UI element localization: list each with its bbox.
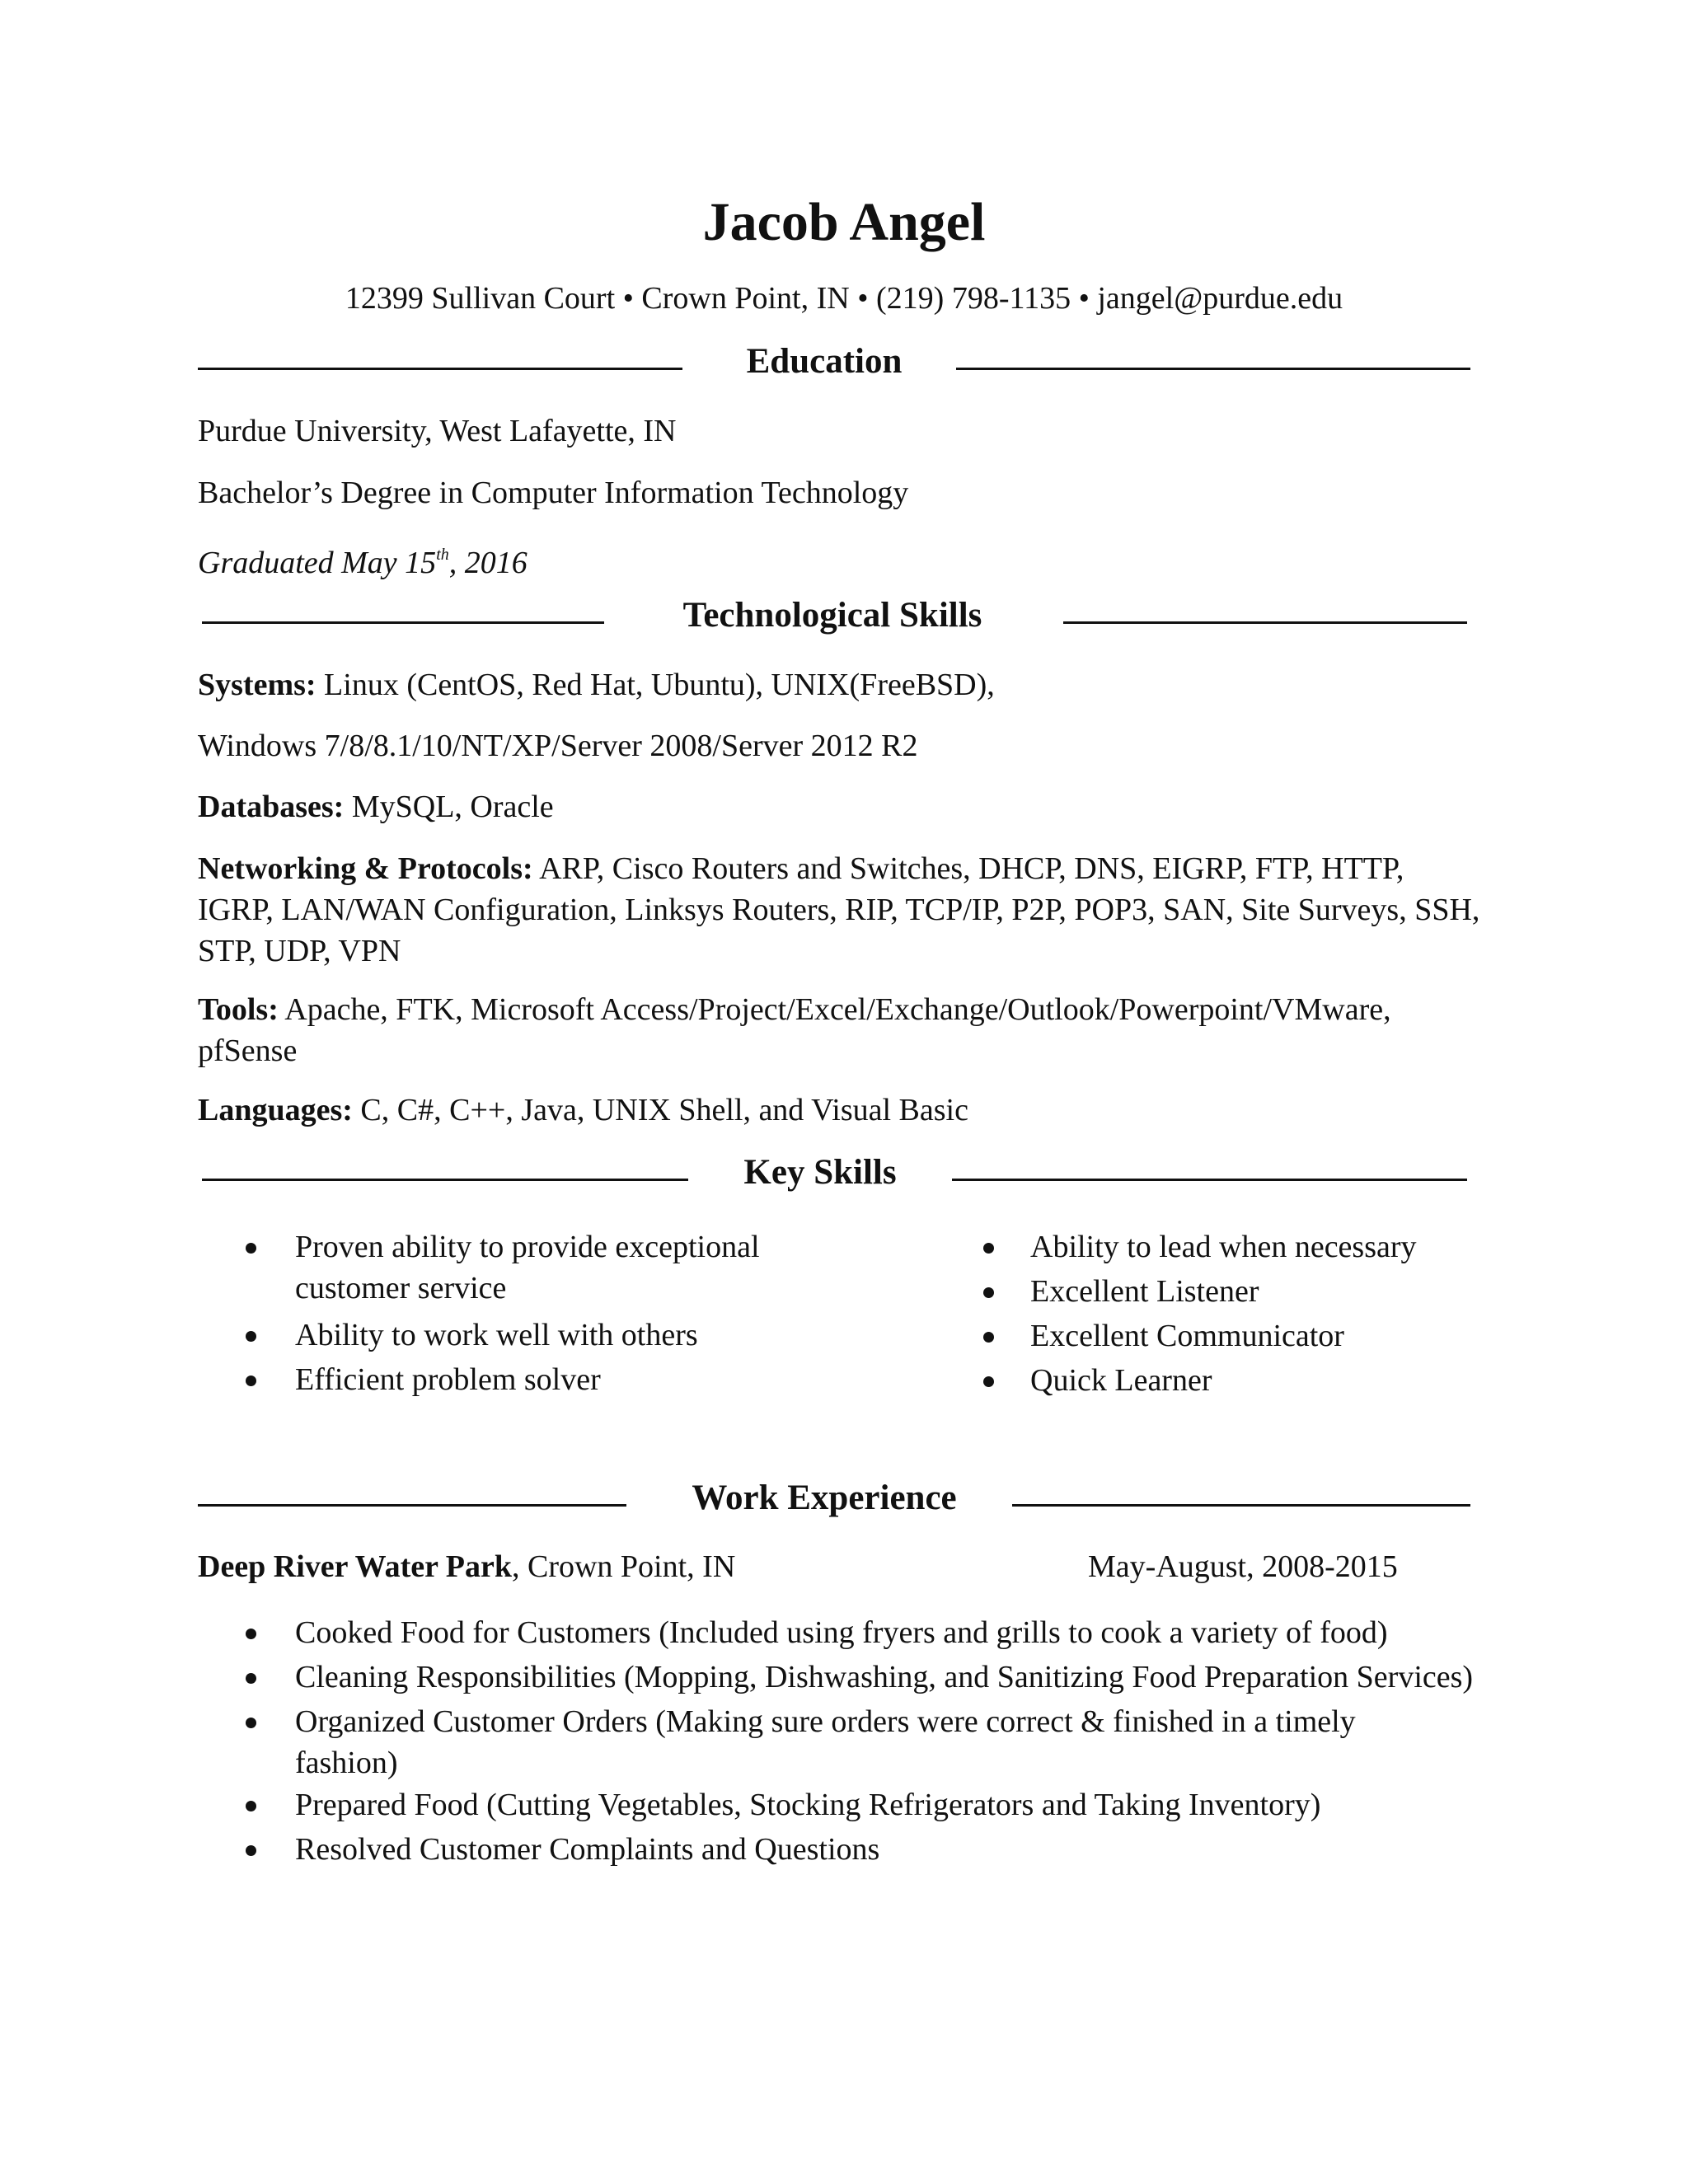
skills-databases (198, 786, 554, 827)
section-rule-left (198, 368, 682, 370)
bullet-icon (246, 1673, 256, 1684)
section-rule-right (952, 1179, 1467, 1181)
key-skill-item: Ability to work well with others (295, 1318, 698, 1352)
bullet-icon (246, 1331, 256, 1342)
employer-name: Deep River Water Park (198, 1549, 512, 1584)
bullet-icon (246, 1376, 256, 1386)
skills-networking (198, 848, 1484, 972)
duty-item: Cooked Food for Customers (Included using fryers and grills to cook a variety of food) (295, 1615, 1388, 1650)
bullet-icon (983, 1243, 994, 1254)
section-rule-left (202, 1179, 688, 1181)
key-skill-item: Excellent Communicator (1030, 1319, 1344, 1353)
bullet-icon (983, 1287, 994, 1298)
graduation-date: Graduated May 15 (198, 546, 437, 580)
databases-value: MySQL, Oracle (344, 790, 554, 824)
key-skill-item: Excellent Listener (1030, 1274, 1259, 1309)
key-skill-item: Efficient problem solver (295, 1362, 601, 1397)
bullet-icon (246, 1243, 256, 1254)
bullet-icon (246, 1801, 256, 1811)
networking-value: ARP, Cisco Routers and Switches, DHCP, DNS, EIGRP, FTP, HTTP, IGRP, LAN/WAN Configuration, Linksys Routers, RIP, TCP/IP, P2P, POP3, SAN, Site Surveys, SSH, STP, UDP, VPN (198, 851, 1480, 968)
section-title-education: Education (746, 342, 903, 381)
tools-value: Apache, FTK, Microsoft Access/Project/Excel/Exchange/Outlook/Powerpoint/VMware, pfSense (198, 992, 1391, 1068)
systems-value: Linux (CentOS, Red Hat, Ubuntu), UNIX(FreeBSD), (316, 668, 995, 702)
section-rule-right (956, 368, 1470, 370)
skills-systems-continued: Windows 7/8/8.1/10/NT/XP/Server 2008/Server 2012 R2 (198, 729, 918, 763)
section-title-tech-skills: Technological Skills (682, 596, 982, 635)
duty-item: Cleaning Responsibilities (Mopping, Dishwashing, and Sanitizing Food Preparation Services) (295, 1660, 1474, 1694)
graduation-year: , 2016 (448, 546, 528, 580)
skills-systems (198, 664, 995, 705)
section-rule-left (202, 621, 604, 624)
duty-item: Resolved Customer Complaints and Questions (295, 1832, 880, 1867)
resume-name: Jacob Angel (702, 192, 986, 252)
education-graduation (198, 534, 528, 583)
contact-line: 12399 Sullivan Court • Crown Point, IN • (219) 798-1135 • jangel@purdue.edu (345, 281, 1343, 316)
databases-label: Databases: (198, 790, 345, 824)
education-school: Purdue University, West Lafayette, IN (198, 414, 677, 448)
networking-label: Networking & Protocols: (198, 851, 533, 886)
section-title-work-experience: Work Experience (692, 1479, 957, 1517)
employment-dates: May-August, 2008-2015 (1088, 1549, 1398, 1584)
section-rule-right (1063, 621, 1467, 624)
section-rule-right (1012, 1504, 1470, 1507)
languages-label: Languages: (198, 1093, 353, 1127)
bullet-icon (246, 1629, 256, 1639)
key-skill-item: Quick Learner (1030, 1363, 1212, 1398)
skills-tools (198, 989, 1484, 1071)
bullet-icon (983, 1376, 994, 1387)
systems-label: Systems: (198, 668, 316, 702)
key-skill-item: Proven ability to provide exceptional customer service (295, 1230, 760, 1305)
key-skill-item: Ability to lead when necessary (1030, 1230, 1417, 1264)
bullet-icon (983, 1332, 994, 1343)
section-title-key-skills: Key Skills (743, 1153, 897, 1192)
employer-location: , Crown Point, IN (511, 1549, 736, 1584)
graduation-ordinal: th (436, 546, 449, 564)
skills-languages (198, 1090, 968, 1131)
duty-item: Prepared Food (Cutting Vegetables, Stocking Refrigerators and Taking Inventory) (295, 1788, 1321, 1822)
duty-item: Organized Customer Orders (Making sure orders were correct & finished in a timely fashion) (295, 1704, 1356, 1780)
employer-line (198, 1546, 735, 1587)
education-degree: Bachelor’s Degree in Computer Information Technology (198, 476, 909, 510)
section-rule-left (198, 1504, 626, 1507)
languages-value: C, C#, C++, Java, UNIX Shell, and Visual Basic (352, 1093, 968, 1127)
bullet-icon (246, 1718, 256, 1728)
tools-label: Tools: (198, 992, 279, 1027)
bullet-icon (246, 1845, 256, 1856)
